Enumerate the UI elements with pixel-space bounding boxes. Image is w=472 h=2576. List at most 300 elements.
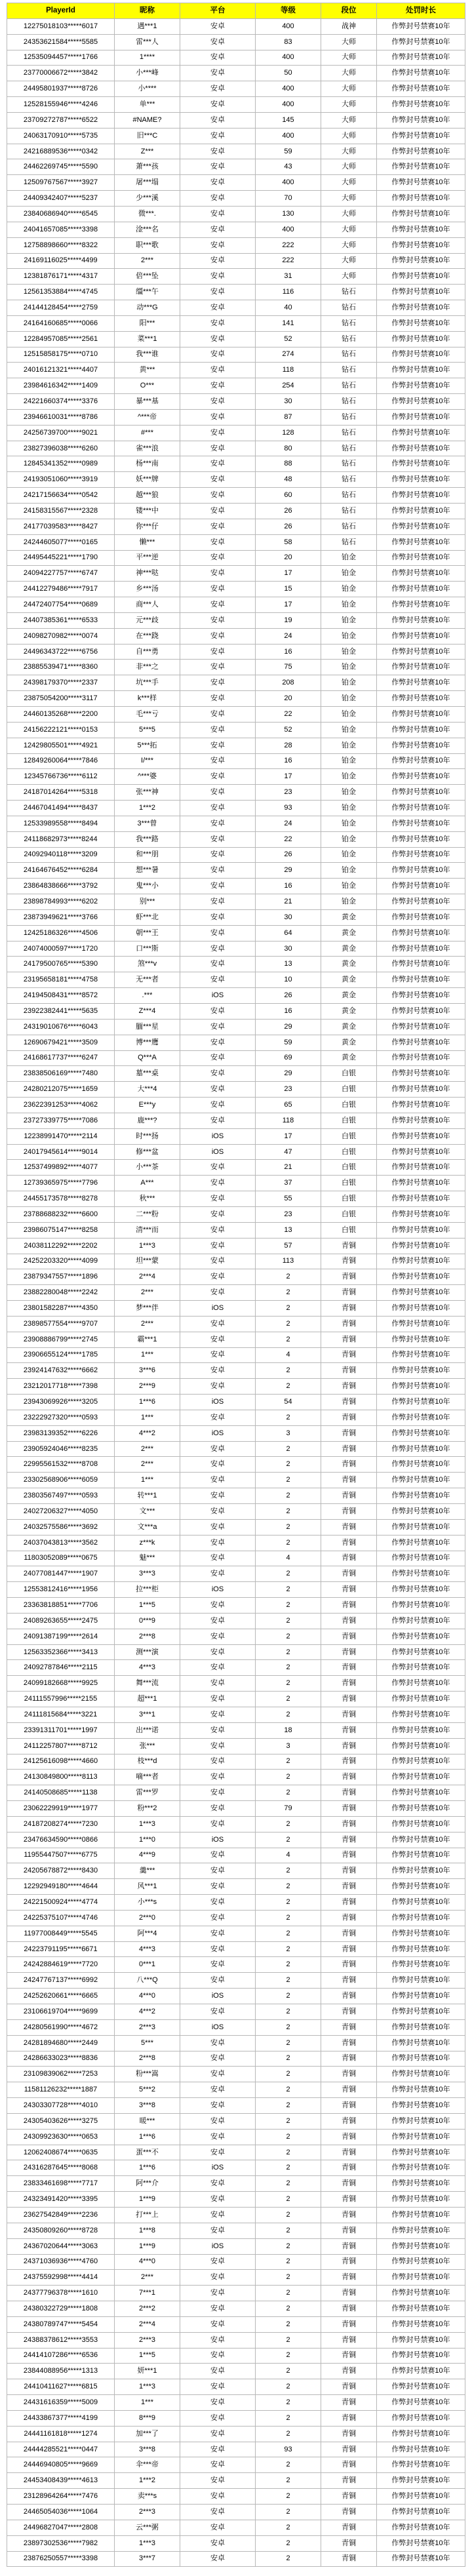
nickname-cell: 鹿***? xyxy=(115,1113,180,1129)
nickname-cell: 旧***C xyxy=(115,129,180,144)
nickname-cell: 杨***南 xyxy=(115,456,180,472)
level-cell: 16 xyxy=(256,1004,321,1020)
platform-cell: 安卓 xyxy=(180,660,256,675)
level-cell: 20 xyxy=(256,551,321,566)
table-row xyxy=(7,2004,465,2020)
rank-cell: 青铜 xyxy=(321,1707,377,1723)
platform-cell: 安卓 xyxy=(180,1692,256,1707)
penalty-cell: 作弊封号禁赛10年 xyxy=(377,1223,465,1238)
platform-cell: 安卓 xyxy=(180,2067,256,2082)
penalty-cell: 作弊封号禁赛10年 xyxy=(377,35,465,50)
nickname-cell: 粉***嵩 xyxy=(115,2067,180,2082)
rank-cell: 钻石 xyxy=(321,456,377,472)
nickname-cell: 5*** xyxy=(115,2036,180,2051)
rank-cell: 大师 xyxy=(321,50,377,66)
table-row xyxy=(7,1207,465,1223)
level-cell: 80 xyxy=(256,441,321,457)
nickname-cell: 倍***坠 xyxy=(115,269,180,285)
rank-cell: 青铜 xyxy=(321,1332,377,1348)
table-row xyxy=(7,519,465,535)
level-cell: 65 xyxy=(256,1098,321,1113)
table-row xyxy=(7,1098,465,1113)
player-id-cell: 24247767137*****6992 xyxy=(7,1973,115,1989)
table-row xyxy=(7,2457,465,2473)
player-id-cell: 24041657085*****3398 xyxy=(7,222,115,238)
platform-cell: 安卓 xyxy=(180,2411,256,2427)
table-row xyxy=(7,1379,465,1395)
rank-cell: 青铜 xyxy=(321,2004,377,2020)
platform-cell: 安卓 xyxy=(180,863,256,879)
player-id-cell: 23983139352*****6226 xyxy=(7,1426,115,1442)
rank-cell: 青铜 xyxy=(321,1645,377,1661)
nickname-cell: 嘀***者 xyxy=(115,1770,180,1785)
penalty-cell: 作弊封号禁赛10年 xyxy=(377,1238,465,1254)
level-cell: 69 xyxy=(256,1051,321,1067)
nickname-cell: 1***6 xyxy=(115,2160,180,2176)
rank-cell: 青铜 xyxy=(321,1410,377,1426)
rank-cell: 青铜 xyxy=(321,2114,377,2130)
level-cell: 17 xyxy=(256,769,321,785)
penalty-cell: 作弊封号禁赛10年 xyxy=(377,675,465,691)
table-row xyxy=(7,1082,465,1098)
table-row xyxy=(7,675,465,691)
level-cell: 13 xyxy=(256,957,321,972)
player-id-cell: 24216889536*****0342 xyxy=(7,144,115,160)
table-row xyxy=(7,894,465,910)
table-row xyxy=(7,378,465,394)
rank-cell: 青铜 xyxy=(321,1660,377,1676)
table-row xyxy=(7,207,465,222)
player-id-cell: 23709272787*****6522 xyxy=(7,113,115,129)
table-row xyxy=(7,1989,465,2004)
rank-cell: 青铜 xyxy=(321,1504,377,1520)
platform-cell: 安卓 xyxy=(180,1785,256,1801)
penalty-cell: 作弊封号禁赛10年 xyxy=(377,2427,465,2442)
table-row xyxy=(7,1363,465,1379)
table-row xyxy=(7,441,465,457)
level-cell: 18 xyxy=(256,1723,321,1739)
rank-cell: 青铜 xyxy=(321,2473,377,2489)
rank-cell: 钻石 xyxy=(321,300,377,316)
player-id-cell: 24407385361*****6533 xyxy=(7,613,115,629)
rank-cell: 黄金 xyxy=(321,1020,377,1035)
level-cell: 2 xyxy=(256,1817,321,1833)
table-row xyxy=(7,1566,465,1582)
rank-cell: 青铜 xyxy=(321,1363,377,1379)
penalty-cell: 作弊封号禁赛10年 xyxy=(377,2301,465,2317)
player-id-cell: 24193051060*****3919 xyxy=(7,472,115,488)
nickname-cell: 口***斯 xyxy=(115,941,180,957)
platform-cell: 安卓 xyxy=(180,754,256,770)
rank-cell: 黄金 xyxy=(321,1004,377,1020)
platform-cell: 安卓 xyxy=(180,1754,256,1770)
nickname-cell: 风***1 xyxy=(115,1879,180,1895)
rank-cell: 大师 xyxy=(321,144,377,160)
player-id-cell: 24092787846*****2115 xyxy=(7,1660,115,1676)
level-cell: 2 xyxy=(256,1863,321,1879)
table-row xyxy=(7,504,465,519)
platform-cell: 安卓 xyxy=(180,926,256,941)
rank-cell: 青铜 xyxy=(321,2489,377,2505)
penalty-cell: 作弊封号禁赛10年 xyxy=(377,1989,465,2004)
penalty-cell: 作弊封号禁赛10年 xyxy=(377,2098,465,2114)
nickname-cell: 伞***帝 xyxy=(115,2457,180,2473)
player-id-cell: 24252203320*****4099 xyxy=(7,1254,115,1270)
table-row xyxy=(7,35,465,50)
penalty-cell: 作弊封号禁赛10年 xyxy=(377,2176,465,2192)
header-nickname: 昵称 xyxy=(115,3,180,19)
nickname-cell: 羹*** xyxy=(115,1863,180,1879)
rank-cell: 黄金 xyxy=(321,1051,377,1067)
level-cell: 52 xyxy=(256,332,321,347)
player-id-cell: 12238991470*****2114 xyxy=(7,1129,115,1145)
player-id-cell: 24410411627*****6815 xyxy=(7,2379,115,2395)
player-id-cell: 24455173578*****8278 xyxy=(7,1191,115,1207)
penalty-cell: 作弊封号禁赛10年 xyxy=(377,2379,465,2395)
platform-cell: 安卓 xyxy=(180,613,256,629)
platform-cell: 安卓 xyxy=(180,972,256,988)
level-cell: 2 xyxy=(256,1504,321,1520)
level-cell: 2 xyxy=(256,2427,321,2442)
player-id-cell: 24112257807*****8712 xyxy=(7,1739,115,1754)
rank-cell: 铂金 xyxy=(321,754,377,770)
nickname-cell: 阿***介 xyxy=(115,2176,180,2192)
penalty-cell: 作弊封号禁赛10年 xyxy=(377,2286,465,2301)
rank-cell: 青铜 xyxy=(321,2395,377,2411)
rank-cell: 铂金 xyxy=(321,551,377,566)
platform-cell: 安卓 xyxy=(180,1332,256,1348)
level-cell: 400 xyxy=(256,175,321,191)
nickname-cell: 3***7 xyxy=(115,2552,180,2567)
rank-cell: 白银 xyxy=(321,1129,377,1145)
penalty-cell: 作弊封号禁赛10年 xyxy=(377,1926,465,1942)
nickname-cell: 无***者 xyxy=(115,972,180,988)
platform-cell: 安卓 xyxy=(180,1113,256,1129)
penalty-cell: 作弊封号禁赛10年 xyxy=(377,1801,465,1817)
rank-cell: 铂金 xyxy=(321,848,377,863)
platform-cell: 安卓 xyxy=(180,1488,256,1504)
penalty-cell: 作弊封号禁赛10年 xyxy=(377,2317,465,2333)
platform-cell: 安卓 xyxy=(180,1098,256,1113)
player-id-cell: 23946610031*****8786 xyxy=(7,410,115,426)
level-cell: 2 xyxy=(256,1645,321,1661)
nickname-cell: 1***3 xyxy=(115,2379,180,2395)
level-cell: 2 xyxy=(256,2020,321,2036)
nickname-cell: 妖***牌 xyxy=(115,472,180,488)
penalty-cell: 作弊封号禁赛10年 xyxy=(377,2239,465,2255)
platform-cell: iOS xyxy=(180,2020,256,2036)
penalty-cell: 作弊封号禁赛10年 xyxy=(377,972,465,988)
penalty-cell: 作弊封号禁赛10年 xyxy=(377,2051,465,2067)
table-row xyxy=(7,1426,465,1442)
rank-cell: 青铜 xyxy=(321,1536,377,1551)
level-cell: 55 xyxy=(256,1191,321,1207)
player-id-cell: 12528155946*****4246 xyxy=(7,97,115,113)
rank-cell: 青铜 xyxy=(321,1614,377,1629)
platform-cell: 安卓 xyxy=(180,2457,256,2473)
player-id-cell: 24098270982*****0074 xyxy=(7,629,115,644)
penalty-cell: 作弊封号禁赛10年 xyxy=(377,2036,465,2051)
table-row xyxy=(7,2489,465,2505)
table-row xyxy=(7,129,465,144)
rank-cell: 青铜 xyxy=(321,1473,377,1488)
level-cell: 2 xyxy=(256,1379,321,1395)
penalty-cell: 作弊封号禁赛10年 xyxy=(377,1488,465,1504)
platform-cell: 安卓 xyxy=(180,1191,256,1207)
table-row xyxy=(7,2176,465,2192)
table-row xyxy=(7,2505,465,2520)
table-row xyxy=(7,2348,465,2364)
table-row xyxy=(7,1614,465,1629)
penalty-cell: 作弊封号禁赛10年 xyxy=(377,535,465,551)
header-level: 等级 xyxy=(256,3,321,19)
table-row xyxy=(7,2301,465,2317)
nickname-cell: I/*** xyxy=(115,754,180,770)
penalty-cell: 作弊封号禁赛10年 xyxy=(377,1004,465,1020)
platform-cell: 安卓 xyxy=(180,879,256,894)
rank-cell: 青铜 xyxy=(321,1457,377,1473)
penalty-cell: 作弊封号禁赛10年 xyxy=(377,1020,465,1035)
player-id-cell: 24303307728*****4010 xyxy=(7,2098,115,2114)
platform-cell: 安卓 xyxy=(180,426,256,441)
nickname-cell: 魅*** xyxy=(115,1551,180,1567)
player-id-cell: 23840686940*****6545 xyxy=(7,207,115,222)
level-cell: 2 xyxy=(256,1488,321,1504)
table-row xyxy=(7,863,465,879)
rank-cell: 黄金 xyxy=(321,926,377,941)
table-row xyxy=(7,1551,465,1567)
penalty-cell: 作弊封号禁赛10年 xyxy=(377,738,465,754)
player-id-cell: 23788688232*****6600 xyxy=(7,1207,115,1223)
player-id-cell: 12509767567*****3927 xyxy=(7,175,115,191)
level-cell: 400 xyxy=(256,97,321,113)
table-row xyxy=(7,957,465,972)
rank-cell: 铂金 xyxy=(321,863,377,879)
table-row xyxy=(7,1066,465,1082)
rank-cell: 青铜 xyxy=(321,1817,377,1833)
table-row xyxy=(7,426,465,441)
platform-cell: 安卓 xyxy=(180,629,256,644)
platform-cell: 安卓 xyxy=(180,410,256,426)
nickname-cell: 文*** xyxy=(115,1504,180,1520)
level-cell: 17 xyxy=(256,1129,321,1145)
level-cell: 23 xyxy=(256,785,321,801)
rank-cell: 青铜 xyxy=(321,1551,377,1567)
table-row xyxy=(7,1942,465,1958)
nickname-cell: 坦***蒙 xyxy=(115,1254,180,1270)
level-cell: 2 xyxy=(256,2160,321,2176)
platform-cell: iOS xyxy=(180,1989,256,2004)
platform-cell: 安卓 xyxy=(180,2270,256,2286)
table-row xyxy=(7,113,465,129)
rank-cell: 青铜 xyxy=(321,1566,377,1582)
player-id-cell: 24168617737*****6247 xyxy=(7,1051,115,1067)
platform-cell: 安卓 xyxy=(180,1254,256,1270)
table-row xyxy=(7,1692,465,1707)
rank-cell: 大师 xyxy=(321,269,377,285)
rank-cell: 青铜 xyxy=(321,1629,377,1645)
platform-cell: 安卓 xyxy=(180,2379,256,2395)
nickname-cell: 自***勇 xyxy=(115,644,180,660)
platform-cell: 安卓 xyxy=(180,675,256,691)
level-cell: 2 xyxy=(256,1895,321,1911)
level-cell: 43 xyxy=(256,159,321,175)
platform-cell: 安卓 xyxy=(180,785,256,801)
player-id-cell: 23897302536*****7982 xyxy=(7,2536,115,2552)
player-id-cell: 24495445221*****1790 xyxy=(7,551,115,566)
player-id-cell: 24280212075*****1659 xyxy=(7,1082,115,1098)
rank-cell: 青铜 xyxy=(321,1348,377,1364)
nickname-cell: 4***3 xyxy=(115,1942,180,1958)
rank-cell: 青铜 xyxy=(321,1879,377,1895)
nickname-cell: 1***0 xyxy=(115,1833,180,1848)
platform-cell: 安卓 xyxy=(180,472,256,488)
rank-cell: 大师 xyxy=(321,81,377,97)
level-cell: 28 xyxy=(256,738,321,754)
platform-cell: 安卓 xyxy=(180,394,256,410)
nickname-cell: 粉***2 xyxy=(115,1801,180,1817)
rank-cell: 青铜 xyxy=(321,1395,377,1410)
nickname-cell: 1*** xyxy=(115,1410,180,1426)
level-cell: 2 xyxy=(256,2411,321,2427)
nickname-cell: 1***8 xyxy=(115,2223,180,2239)
table-row xyxy=(7,879,465,894)
rank-cell: 青铜 xyxy=(321,1989,377,2004)
table-row xyxy=(7,1895,465,1911)
table-row xyxy=(7,1536,465,1551)
penalty-cell: 作弊封号禁赛10年 xyxy=(377,1817,465,1833)
penalty-cell: 作弊封号禁赛10年 xyxy=(377,1035,465,1051)
platform-cell: 安卓 xyxy=(180,582,256,597)
platform-cell: 安卓 xyxy=(180,1520,256,1536)
penalty-cell: 作弊封号禁赛10年 xyxy=(377,2489,465,2505)
table-row xyxy=(7,1817,465,1833)
level-cell: 2 xyxy=(256,2317,321,2333)
level-cell: 31 xyxy=(256,269,321,285)
penalty-cell: 作弊封号禁赛10年 xyxy=(377,1739,465,1754)
penalty-cell: 作弊封号禁赛10年 xyxy=(377,660,465,675)
table-row xyxy=(7,97,465,113)
table-row xyxy=(7,1676,465,1692)
player-id-cell: 24375592998*****4414 xyxy=(7,2270,115,2286)
platform-cell: 安卓 xyxy=(180,941,256,957)
nickname-cell: 2***4 xyxy=(115,2317,180,2333)
player-id-cell: 12062408674*****0635 xyxy=(7,2145,115,2161)
nickname-cell: 修***盆 xyxy=(115,1145,180,1160)
rank-cell: 青铜 xyxy=(321,1863,377,1879)
table-row xyxy=(7,1035,465,1051)
nickname-cell: 5***拓 xyxy=(115,738,180,754)
level-cell: 2 xyxy=(256,2505,321,2520)
rank-cell: 青铜 xyxy=(321,1723,377,1739)
level-cell: 2 xyxy=(256,1566,321,1582)
level-cell: 400 xyxy=(256,129,321,144)
rank-cell: 大师 xyxy=(321,35,377,50)
platform-cell: 安卓 xyxy=(180,1473,256,1488)
platform-cell: 安卓 xyxy=(180,1004,256,1020)
penalty-cell: 作弊封号禁赛10年 xyxy=(377,1301,465,1317)
table-row xyxy=(7,1926,465,1942)
player-id-cell: 23838506169*****7480 xyxy=(7,1066,115,1082)
platform-cell: 安卓 xyxy=(180,269,256,285)
nickname-cell: 0***9 xyxy=(115,1614,180,1629)
table-row xyxy=(7,2317,465,2333)
table-row xyxy=(7,2536,465,2552)
platform-cell: 安卓 xyxy=(180,222,256,238)
platform-cell: 安卓 xyxy=(180,1442,256,1457)
platform-cell: 安卓 xyxy=(180,2145,256,2161)
nickname-cell: k***样 xyxy=(115,691,180,707)
nickname-cell: 2***3 xyxy=(115,2020,180,2036)
level-cell: 21 xyxy=(256,894,321,910)
platform-cell: 安卓 xyxy=(180,894,256,910)
table-row xyxy=(7,2255,465,2270)
level-cell: 93 xyxy=(256,2442,321,2458)
player-id-cell: 24377796378*****1610 xyxy=(7,2286,115,2301)
header-penalty: 处罚时长 xyxy=(377,3,465,19)
table-row xyxy=(7,2145,465,2161)
rank-cell: 青铜 xyxy=(321,1911,377,1926)
nickname-cell: 在***跷 xyxy=(115,629,180,644)
rank-cell: 白银 xyxy=(321,1113,377,1129)
nickname-cell: 腼***星 xyxy=(115,1020,180,1035)
player-id-cell: 24323491420*****3395 xyxy=(7,2192,115,2208)
platform-cell: iOS xyxy=(180,1395,256,1410)
player-id-cell: 24256739700*****9021 xyxy=(7,426,115,441)
table-row xyxy=(7,1754,465,1770)
penalty-cell: 作弊封号禁赛10年 xyxy=(377,1285,465,1301)
rank-cell: 钻石 xyxy=(321,426,377,441)
table-row xyxy=(7,613,465,629)
player-id-cell: 23128964264*****7476 xyxy=(7,2489,115,2505)
level-cell: 10 xyxy=(256,972,321,988)
penalty-cell: 作弊封号禁赛10年 xyxy=(377,707,465,723)
rank-cell: 大师 xyxy=(321,129,377,144)
nickname-cell: 黄*** xyxy=(115,363,180,378)
rank-cell: 青铜 xyxy=(321,2333,377,2348)
level-cell: 22 xyxy=(256,832,321,848)
level-cell: 24 xyxy=(256,629,321,644)
level-cell: 2 xyxy=(256,1457,321,1473)
nickname-cell: 墓***桌 xyxy=(115,1066,180,1082)
platform-cell: 安卓 xyxy=(180,97,256,113)
level-cell: 2 xyxy=(256,2192,321,2208)
nickname-cell: 1***2 xyxy=(115,2473,180,2489)
level-cell: 222 xyxy=(256,254,321,269)
rank-cell: 黄金 xyxy=(321,1035,377,1051)
nickname-cell: 想***暑 xyxy=(115,863,180,879)
platform-cell: 安卓 xyxy=(180,1848,256,1864)
penalty-cell: 作弊封号禁赛10年 xyxy=(377,1457,465,1473)
player-id-cell: 24017945614*****9014 xyxy=(7,1145,115,1160)
player-id-cell: 23898577554*****9707 xyxy=(7,1317,115,1332)
rank-cell: 青铜 xyxy=(321,2082,377,2098)
level-cell: 2 xyxy=(256,1410,321,1426)
rank-cell: 青铜 xyxy=(321,1848,377,1864)
level-cell: 2 xyxy=(256,2114,321,2130)
table-row xyxy=(7,2364,465,2379)
penalty-cell: 作弊封号禁赛10年 xyxy=(377,1426,465,1442)
player-id-cell: 24027206327*****4050 xyxy=(7,1504,115,1520)
player-id-cell: 24092940118*****3209 xyxy=(7,848,115,863)
player-id-cell: 23922382441*****5635 xyxy=(7,1004,115,1020)
penalty-cell: 作弊封号禁赛10年 xyxy=(377,1395,465,1410)
player-id-cell: 24063170910*****5735 xyxy=(7,129,115,144)
level-cell: 130 xyxy=(256,207,321,222)
platform-cell: 安卓 xyxy=(180,19,256,35)
rank-cell: 青铜 xyxy=(321,2020,377,2036)
penalty-cell: 作弊封号禁赛10年 xyxy=(377,1911,465,1926)
